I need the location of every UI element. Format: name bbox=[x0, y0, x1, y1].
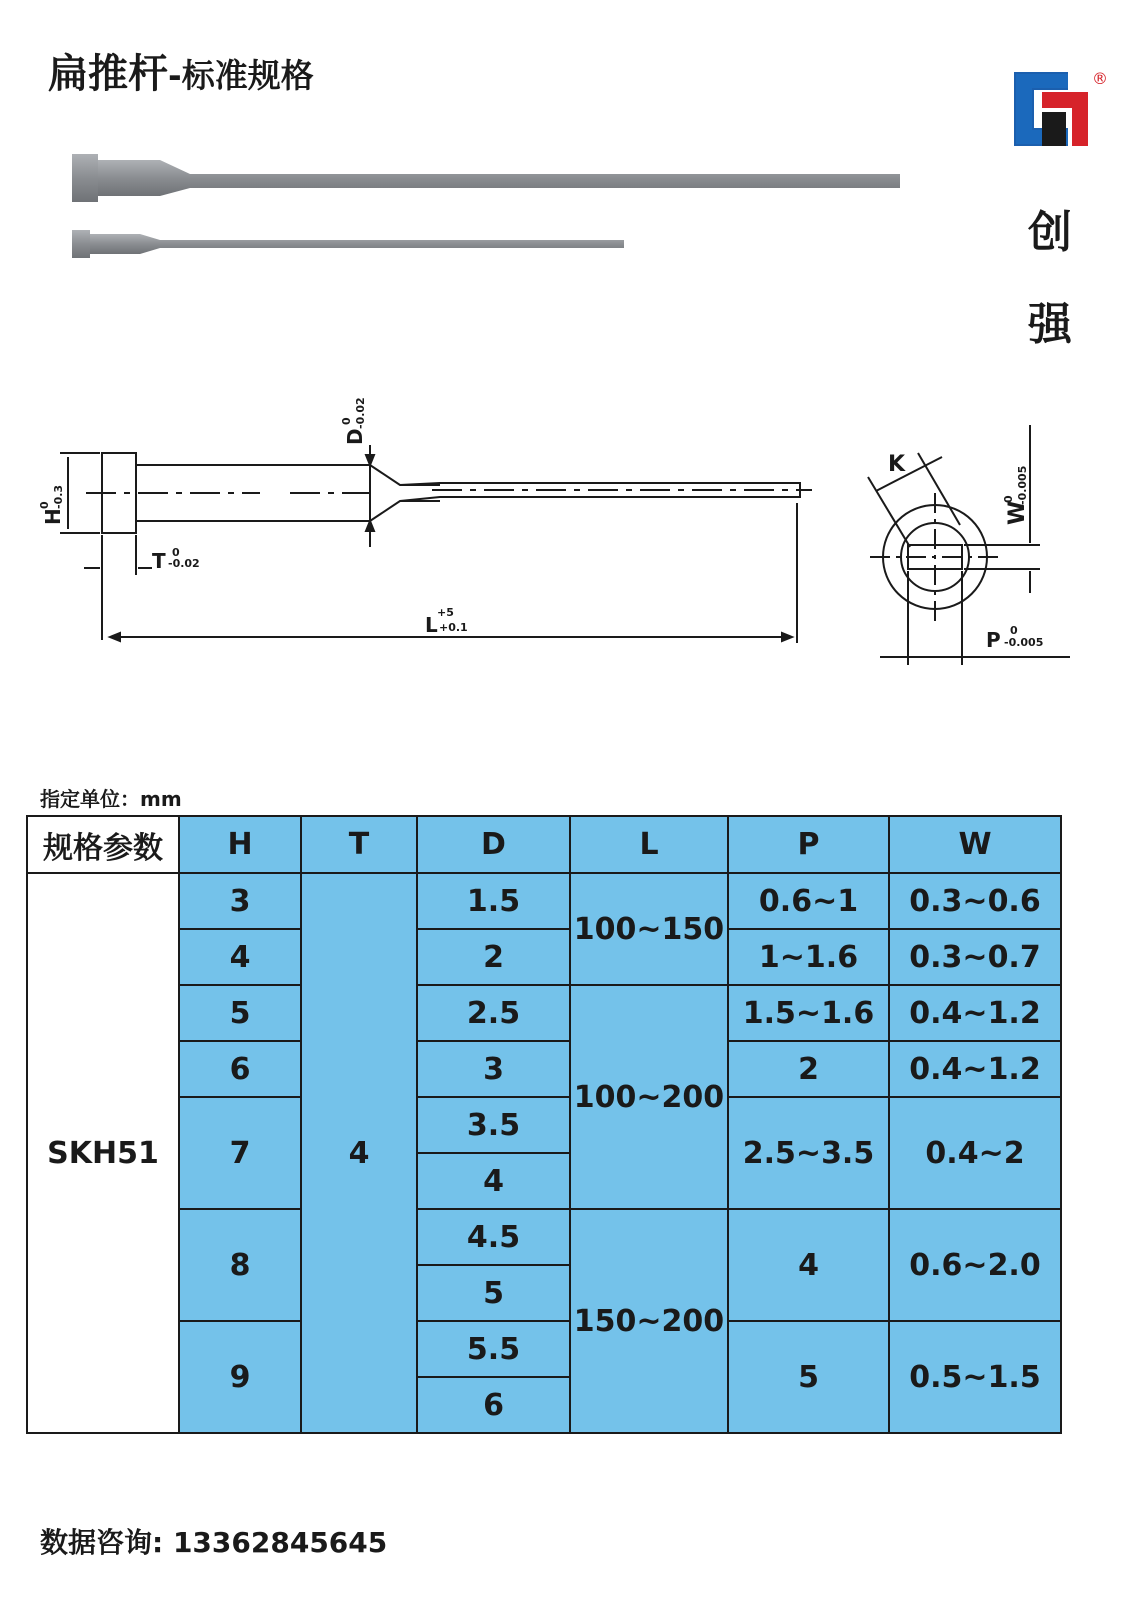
cell-H: 7 bbox=[179, 1097, 301, 1209]
header-W: W bbox=[889, 816, 1061, 873]
title-main: 扁推杆 bbox=[48, 51, 168, 97]
contact-line: 数据咨询: 13362845645 bbox=[40, 1526, 388, 1559]
table-row bbox=[27, 1209, 1061, 1265]
dim-K: K bbox=[888, 452, 906, 477]
cell-P: 4 bbox=[728, 1209, 889, 1321]
cell-P: 1~1.6 bbox=[728, 929, 889, 985]
table-header-row bbox=[27, 816, 1061, 873]
title-sub: -标准规格 bbox=[168, 56, 314, 95]
material-cell: SKH51 bbox=[27, 873, 179, 1433]
cell-H: 8 bbox=[179, 1209, 301, 1321]
cell-D: 1.5 bbox=[417, 873, 570, 929]
page-title bbox=[48, 42, 314, 99]
brand-logo bbox=[1008, 68, 1108, 152]
dim-W-upper: 0 bbox=[1002, 495, 1015, 503]
spec-table bbox=[26, 815, 1062, 1434]
cell-D: 2.5 bbox=[417, 985, 570, 1041]
unit-label: 指定单位：mm bbox=[40, 787, 182, 811]
cell-D: 5.5 bbox=[417, 1321, 570, 1377]
dim-D-lower: -0.02 bbox=[354, 397, 367, 429]
header-spec: 规格参数 bbox=[27, 816, 179, 873]
dim-L-lower: +0.1 bbox=[439, 621, 468, 634]
cell-D: 3.5 bbox=[417, 1097, 570, 1153]
dim-P-lower: -0.005 bbox=[1004, 636, 1044, 649]
registered-mark: ® bbox=[1092, 69, 1108, 88]
cell-D: 5 bbox=[417, 1265, 570, 1321]
table-row bbox=[27, 1321, 1061, 1377]
table-row bbox=[27, 985, 1061, 1041]
small-pin bbox=[72, 230, 624, 258]
dim-H: H bbox=[41, 508, 65, 525]
cell-W: 0.4~2 bbox=[889, 1097, 1061, 1209]
dim-T-lower: -0.02 bbox=[168, 557, 200, 570]
cell-P: 2 bbox=[728, 1041, 889, 1097]
cell-W: 0.4~1.2 bbox=[889, 985, 1061, 1041]
cell-T: 4 bbox=[301, 873, 417, 1433]
cell-P: 2.5~3.5 bbox=[728, 1097, 889, 1209]
brand-char-1: 创 bbox=[1028, 207, 1072, 258]
cell-W: 0.6~2.0 bbox=[889, 1209, 1061, 1321]
dim-T: T bbox=[152, 549, 166, 573]
dim-H-upper: 0 bbox=[38, 501, 51, 509]
header-H: H bbox=[179, 816, 301, 873]
cell-L: 150~200 bbox=[570, 1209, 728, 1433]
dim-L: L bbox=[425, 613, 438, 637]
table-row bbox=[27, 1097, 1061, 1153]
cell-L: 100~150 bbox=[570, 873, 728, 985]
technical-drawing bbox=[40, 385, 1120, 685]
cell-H: 6 bbox=[179, 1041, 301, 1097]
cell-D: 4.5 bbox=[417, 1209, 570, 1265]
dim-W: W bbox=[1005, 500, 1030, 525]
cell-H: 4 bbox=[179, 929, 301, 985]
dim-P: P bbox=[986, 628, 1001, 652]
cell-D: 4 bbox=[417, 1153, 570, 1209]
cell-H: 3 bbox=[179, 873, 301, 929]
cell-P: 5 bbox=[728, 1321, 889, 1433]
cell-W: 0.3~0.7 bbox=[889, 929, 1061, 985]
dim-P-upper: 0 bbox=[1010, 624, 1018, 637]
table-row bbox=[27, 929, 1061, 985]
dim-T-upper: 0 bbox=[172, 546, 180, 559]
dimension-labels bbox=[38, 397, 1043, 652]
cell-W: 0.5~1.5 bbox=[889, 1321, 1061, 1433]
table-row bbox=[27, 873, 1061, 929]
cell-P: 0.6~1 bbox=[728, 873, 889, 929]
cell-W: 0.3~0.6 bbox=[889, 873, 1061, 929]
dim-W-lower: -0.005 bbox=[1016, 465, 1029, 505]
table-row bbox=[27, 1041, 1061, 1097]
cell-H: 5 bbox=[179, 985, 301, 1041]
product-photo bbox=[60, 150, 940, 280]
dim-D: D bbox=[343, 428, 367, 445]
large-pin bbox=[72, 154, 900, 202]
header-P: P bbox=[728, 816, 889, 873]
dim-D-upper: 0 bbox=[340, 417, 353, 425]
header-D: D bbox=[417, 816, 570, 873]
cell-W: 0.4~1.2 bbox=[889, 1041, 1061, 1097]
dim-H-lower: -0.3 bbox=[52, 484, 65, 509]
cell-L: 100~200 bbox=[570, 985, 728, 1209]
brand-char-2: 强 bbox=[1028, 299, 1072, 350]
cell-D: 3 bbox=[417, 1041, 570, 1097]
header-T: T bbox=[301, 816, 417, 873]
cell-H: 9 bbox=[179, 1321, 301, 1433]
header-L: L bbox=[570, 816, 728, 873]
cell-D: 2 bbox=[417, 929, 570, 985]
cell-P: 1.5~1.6 bbox=[728, 985, 889, 1041]
cell-D: 6 bbox=[417, 1377, 570, 1433]
dim-L-upper: +5 bbox=[437, 606, 454, 619]
